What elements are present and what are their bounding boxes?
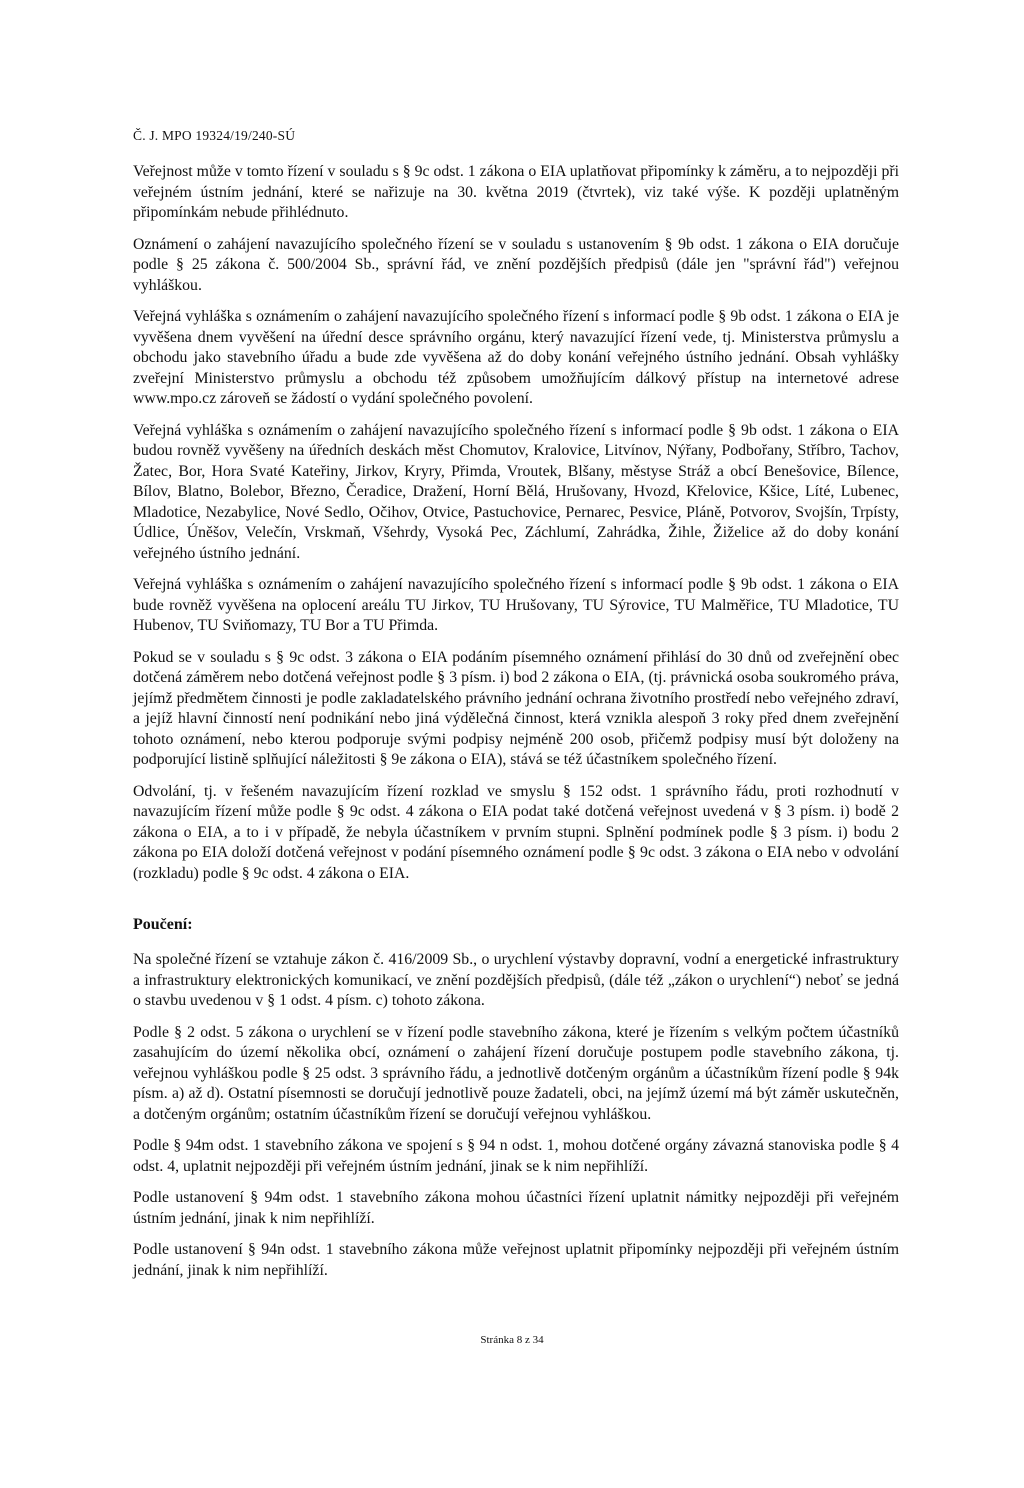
paragraph-delivery-rules: Podle § 2 odst. 5 zákona o urychlení se v řízení podle stavebního zákona, které je řízením s velkým počtem účastníků zasahujícím do území několika obcí, oznámení o zahájení řízení doručuje postupem podle stavebního zákona, tj. veřejnou vyhláškou podle § 25 odst. 3 správního řádu, a jednotlivě dotčeným orgánům a účastníkům řízení podle § 94k písm. a) až d). Ostatní písemnosti se doručují jednotlivě pouze žadateli, obci, na jejímž území má být záměr uskutečněn, a dotčeným orgánům; ostatním účastníkům řízení se doručují veřejnou vyhláškou. [133, 1023, 899, 1123]
paragraph-objections: Podle ustanovení § 94m odst. 1 stavebního zákona mohou účastníci řízení uplatnit námitky nejpozději při veřejném ústním jednání, jinak k nim nepřihlíží. [133, 1189, 899, 1227]
paragraph-fence-posting: Veřejná vyhláška s oznámením o zahájení navazujícího společného řízení s informací podle § 9b odst. 1 zákona o EIA bude rovněž vyvěšena na oplocení areálu TU Jirkov, TU Hrušovany, TU Sýrovice, TU Malměřice, TU Mladotice, TU Hubenov, TU Sviňomazy, TU Bor a TU Přimda. [133, 576, 899, 634]
paragraph-notice-board: Veřejná vyhláška s oznámením o zahájení navazujícího společného řízení s informací podle § 9b odst. 1 zákona o EIA je vyvěšena dnem vyvěšení na úřední desce správního orgánu, který navazující řízení vede, tj. Ministerstva průmyslu a obchodu jako stavebního úřadu a bude zde vyvěšena až do doby konání veřejného ústního jednání. Obsah vyhlášky zveřejní Ministerstvo průmyslu a obchodu též způsobem umožňujícím dálkový přístup na internetové adrese www.mpo.cz zároveň se žádostí o vydání společného povolení. [133, 308, 899, 407]
paragraph-participation: Pokud se v souladu s § 9c odst. 3 zákona o EIA podáním písemného oznámení přihlásí do 30 dnů od zveřejnění obec dotčená záměrem nebo dotčená veřejnost podle § 3 písm. i) bod 2 zákona o EIA, (tj. právnická osoba soukromého práva, jejímž předmětem činnosti je podle zakladatelského právního jednání ochrana životního prostředí nebo veřejného zdraví, a jejíž hlavní činností není podnikání nebo jiná výdělečná činnost, která vznikla alespoň 3 roky před dnem zveřejnění tohoto oznámení, nebo kterou podporuje svými podpisy nejméně 200 osob, přičemž podpisy musí být doloženy na podporující listině splňující náležitosti § 9e zákona o EIA), stává se též účastníkem společného řízení. [133, 648, 899, 768]
paragraph-appeal: Odvolání, tj. v řešeném navazujícím řízení rozklad ve smyslu § 152 odst. 1 správního řádu, proti rozhodnutí v navazujícím řízení může podle § 9c odst. 4 zákona o EIA podat také dotčená veřejnost uvedená v § 3 písm. i) bodě 2 zákona o EIA, a to i v případě, že nebyla účastníkem v prvním stupni. Splnění podmínek podle § 3 písm. i) bodu 2 zákona po EIA doloží dotčená veřejnost v podání písemného oznámení podle § 9c odst. 3 zákona o EIA nebo v odvolání (rozkladu) podle § 9c odst. 4 zákona o EIA. [133, 782, 899, 882]
paragraph-municipal-boards: Veřejná vyhláška s oznámením o zahájení navazujícího společného řízení s informací podle § 9b odst. 1 zákona o EIA budou rovněž vyvěšeny na úředních deskách měst Chomutov, Kralovice, Litvínov, Nýřany, Podbořany, Stříbro, Tachov, Žatec, Bor, Hora Svaté Kateřiny, Jirkov, Kryry, Přimda, Vroutek, Blšany, městyse Stráž a obcí Benešovice, Bílence, Bílov, Blatno, Bolebor, Březno, Čeradice, Dražení, Horní Bělá, Hrušovany, Hvozd, Křelovice, Kšice, Líté, Lubenec, Mladotice, Nezabylice, Nové Sedlo, Očihov, Otvice, Pastuchovice, Pernarec, Pesvice, Pláně, Potvorov, Svojšín, Trpísty, Údlice, Úněšov, Velečín, Vrskmaň, Všehrdy, Vysoká Pec, Záchlumí, Zahrádka, Žihle, Žiželice až do doby konání veřejného ústního jednání. [133, 421, 899, 562]
reference-number: Č. J. MPO 19324/19/240-SÚ [133, 128, 296, 143]
paragraph-acceleration-act: Na společné řízení se vztahuje zákon č. 416/2009 Sb., o urychlení výstavby dopravní, vodní a energetické infrastruktury a infrastruktury elektronických komunikací, ve znění pozdějších předpisů, (dále též „zákon o urychlení“) neboť se jedná o stavbu uvedenou v § 1 odst. 4 písm. c) tohoto zákona. [133, 951, 899, 1009]
page-number: Stránka 8 z 34 [480, 1334, 544, 1346]
paragraph-public-comments: Veřejnost může v tomto řízení v souladu s § 9c odst. 1 zákona o EIA uplatňovat připomínky k záměru, a to nejpozději při veřejném ústním jednání, které se nařizuje na 30. května 2019 (čtvrtek), viz také výše. K později uplatněným připomínkám nebude přihlédnuto. [133, 163, 899, 221]
paragraph-notice-delivery: Oznámení o zahájení navazujícího společného řízení se v souladu s ustanovením § 9b odst. 1 zákona o EIA doručuje podle § 25 zákona č. 500/2004 Sb., správní řád, ve znění pozdějších předpisů (dále jen "správní řád") veřejnou vyhláškou. [133, 235, 899, 294]
section-heading-instruction: Poučení: [133, 916, 193, 933]
paragraph-binding-opinions: Podle § 94m odst. 1 stavebního zákona ve spojení s § 94 n odst. 1, mohou dotčené orgány závazná stanoviska podle § 4 odst. 4, uplatnit nejpozději při veřejném ústním jednání, jinak se k nim nepřihlíží. [133, 1137, 899, 1175]
document-body [133, 162, 899, 1292]
paragraph-public-remarks: Podle ustanovení § 94n odst. 1 stavebního zákona může veřejnost uplatnit připomínky nejpozději při veřejném ústním jednání, jinak k nim nepřihlíží. [133, 1241, 899, 1279]
